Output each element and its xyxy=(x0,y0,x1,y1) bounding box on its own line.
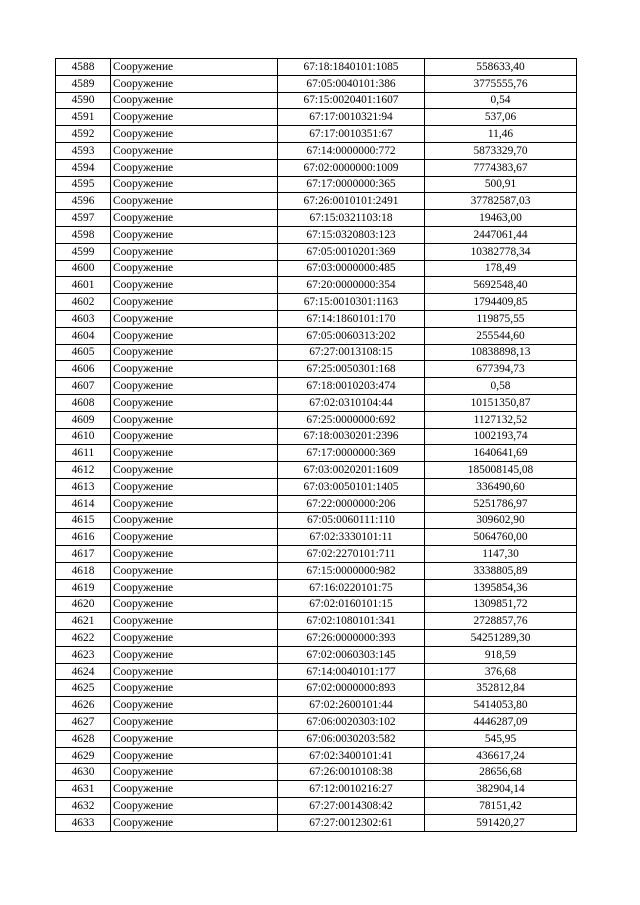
object-type-cell: Сооружение xyxy=(111,445,278,462)
object-type-cell: Сооружение xyxy=(111,243,278,260)
cadastral-number-cell: 67:27:0012302:61 xyxy=(278,814,425,831)
cadastral-value-cell: 3338805,89 xyxy=(425,562,577,579)
object-type-cell: Сооружение xyxy=(111,193,278,210)
cadastral-number-cell: 67:05:0060313:202 xyxy=(278,327,425,344)
table-row xyxy=(56,394,577,411)
table-row xyxy=(56,529,577,546)
cadastral-number-cell: 67:20:0000000:354 xyxy=(278,277,425,294)
table-row xyxy=(56,596,577,613)
object-type-cell: Сооружение xyxy=(111,75,278,92)
object-type-cell: Сооружение xyxy=(111,428,278,445)
cadastral-number-cell: 67:02:3400101:41 xyxy=(278,747,425,764)
cadastral-number-cell: 67:05:0060111:110 xyxy=(278,512,425,529)
table-row xyxy=(56,210,577,227)
cadastral-number-cell: 67:17:0010351:67 xyxy=(278,126,425,143)
object-type-cell: Сооружение xyxy=(111,798,278,815)
cadastral-value-cell: 1002193,74 xyxy=(425,428,577,445)
row-number-cell: 4598 xyxy=(56,226,111,243)
object-type-cell: Сооружение xyxy=(111,59,278,76)
object-type-cell: Сооружение xyxy=(111,714,278,731)
table-row xyxy=(56,310,577,327)
table-row xyxy=(56,59,577,76)
cadastral-value-cell: 591420,27 xyxy=(425,814,577,831)
table-row xyxy=(56,747,577,764)
table-row xyxy=(56,445,577,462)
cadastral-number-cell: 67:02:0160101:15 xyxy=(278,596,425,613)
row-number-cell: 4600 xyxy=(56,260,111,277)
row-number-cell: 4618 xyxy=(56,562,111,579)
table-row xyxy=(56,92,577,109)
table-row xyxy=(56,428,577,445)
table-row xyxy=(56,646,577,663)
object-type-cell: Сооружение xyxy=(111,294,278,311)
row-number-cell: 4632 xyxy=(56,798,111,815)
row-number-cell: 4604 xyxy=(56,327,111,344)
table-row xyxy=(56,142,577,159)
row-number-cell: 4623 xyxy=(56,646,111,663)
cadastral-number-cell: 67:02:2270101:711 xyxy=(278,546,425,563)
object-type-cell: Сооружение xyxy=(111,512,278,529)
object-type-cell: Сооружение xyxy=(111,663,278,680)
cadastral-number-cell: 67:15:0321103:18 xyxy=(278,210,425,227)
cadastral-number-cell: 67:27:0013108:15 xyxy=(278,344,425,361)
object-type-cell: Сооружение xyxy=(111,546,278,563)
table-row xyxy=(56,294,577,311)
row-number-cell: 4626 xyxy=(56,697,111,714)
cadastral-value-cell: 119875,55 xyxy=(425,310,577,327)
cadastral-value-cell: 436617,24 xyxy=(425,747,577,764)
object-type-cell: Сооружение xyxy=(111,344,278,361)
cadastral-number-cell: 67:18:0010203:474 xyxy=(278,378,425,395)
cadastral-value-cell: 376,68 xyxy=(425,663,577,680)
cadastral-number-cell: 67:02:1080101:341 xyxy=(278,613,425,630)
cadastral-value-cell: 1127132,52 xyxy=(425,411,577,428)
cadastral-number-cell: 67:06:0030203:582 xyxy=(278,730,425,747)
cadastral-value-cell: 918,59 xyxy=(425,646,577,663)
row-number-cell: 4603 xyxy=(56,310,111,327)
row-number-cell: 4589 xyxy=(56,75,111,92)
cadastral-number-cell: 67:17:0000000:365 xyxy=(278,176,425,193)
row-number-cell: 4595 xyxy=(56,176,111,193)
cadastral-value-cell: 352812,84 xyxy=(425,680,577,697)
row-number-cell: 4593 xyxy=(56,142,111,159)
table-row xyxy=(56,344,577,361)
cadastral-number-cell: 67:26:0010101:2491 xyxy=(278,193,425,210)
object-type-cell: Сооружение xyxy=(111,92,278,109)
cadastral-number-cell: 67:15:0010301:1163 xyxy=(278,294,425,311)
cadastral-value-cell: 336490,60 xyxy=(425,478,577,495)
object-type-cell: Сооружение xyxy=(111,176,278,193)
registry-table xyxy=(55,58,577,832)
cadastral-value-cell: 54251289,30 xyxy=(425,630,577,647)
table-row xyxy=(56,613,577,630)
row-number-cell: 4621 xyxy=(56,613,111,630)
table-row xyxy=(56,243,577,260)
cadastral-number-cell: 67:02:3330101:11 xyxy=(278,529,425,546)
cadastral-value-cell: 558633,40 xyxy=(425,59,577,76)
object-type-cell: Сооружение xyxy=(111,730,278,747)
row-number-cell: 4606 xyxy=(56,361,111,378)
row-number-cell: 4629 xyxy=(56,747,111,764)
cadastral-value-cell: 78151,42 xyxy=(425,798,577,815)
cadastral-number-cell: 67:05:0040101:386 xyxy=(278,75,425,92)
table-row xyxy=(56,277,577,294)
table-row xyxy=(56,764,577,781)
cadastral-number-cell: 67:03:0050101:1405 xyxy=(278,478,425,495)
row-number-cell: 4627 xyxy=(56,714,111,731)
row-number-cell: 4630 xyxy=(56,764,111,781)
cadastral-value-cell: 1794409,85 xyxy=(425,294,577,311)
object-type-cell: Сооружение xyxy=(111,109,278,126)
cadastral-number-cell: 67:27:0014308:42 xyxy=(278,798,425,815)
cadastral-number-cell: 67:12:0010216:27 xyxy=(278,781,425,798)
cadastral-value-cell: 10838898,13 xyxy=(425,344,577,361)
cadastral-number-cell: 67:17:0000000:369 xyxy=(278,445,425,462)
cadastral-value-cell: 677394,73 xyxy=(425,361,577,378)
cadastral-value-cell: 1395854,36 xyxy=(425,579,577,596)
row-number-cell: 4617 xyxy=(56,546,111,563)
cadastral-value-cell: 2447061,44 xyxy=(425,226,577,243)
cadastral-number-cell: 67:02:0000000:1009 xyxy=(278,159,425,176)
table-row xyxy=(56,562,577,579)
cadastral-number-cell: 67:25:0000000:692 xyxy=(278,411,425,428)
cadastral-number-cell: 67:05:0010201:369 xyxy=(278,243,425,260)
object-type-cell: Сооружение xyxy=(111,747,278,764)
cadastral-value-cell: 178,49 xyxy=(425,260,577,277)
table-row xyxy=(56,697,577,714)
cadastral-number-cell: 67:26:0010108:38 xyxy=(278,764,425,781)
cadastral-value-cell: 382904,14 xyxy=(425,781,577,798)
row-number-cell: 4609 xyxy=(56,411,111,428)
row-number-cell: 4620 xyxy=(56,596,111,613)
cadastral-value-cell: 11,46 xyxy=(425,126,577,143)
row-number-cell: 4613 xyxy=(56,478,111,495)
object-type-cell: Сооружение xyxy=(111,226,278,243)
row-number-cell: 4624 xyxy=(56,663,111,680)
cadastral-value-cell: 5414053,80 xyxy=(425,697,577,714)
cadastral-value-cell: 545,95 xyxy=(425,730,577,747)
cadastral-number-cell: 67:14:1860101:170 xyxy=(278,310,425,327)
table-row xyxy=(56,478,577,495)
object-type-cell: Сооружение xyxy=(111,764,278,781)
table-row xyxy=(56,730,577,747)
cadastral-value-cell: 537,06 xyxy=(425,109,577,126)
cadastral-value-cell: 5692548,40 xyxy=(425,277,577,294)
row-number-cell: 4625 xyxy=(56,680,111,697)
table-row xyxy=(56,75,577,92)
object-type-cell: Сооружение xyxy=(111,697,278,714)
cadastral-number-cell: 67:06:0020303:102 xyxy=(278,714,425,731)
table-row xyxy=(56,361,577,378)
cadastral-number-cell: 67:18:0030201:2396 xyxy=(278,428,425,445)
row-number-cell: 4615 xyxy=(56,512,111,529)
cadastral-value-cell: 19463,00 xyxy=(425,210,577,227)
object-type-cell: Сооружение xyxy=(111,596,278,613)
cadastral-number-cell: 67:14:0000000:772 xyxy=(278,142,425,159)
cadastral-value-cell: 10151350,87 xyxy=(425,394,577,411)
table-row xyxy=(56,193,577,210)
cadastral-number-cell: 67:17:0010321:94 xyxy=(278,109,425,126)
object-type-cell: Сооружение xyxy=(111,781,278,798)
cadastral-number-cell: 67:02:0000000:893 xyxy=(278,680,425,697)
cadastral-number-cell: 67:25:0050301:168 xyxy=(278,361,425,378)
row-number-cell: 4592 xyxy=(56,126,111,143)
object-type-cell: Сооружение xyxy=(111,361,278,378)
table-row xyxy=(56,176,577,193)
cadastral-value-cell: 10382778,34 xyxy=(425,243,577,260)
row-number-cell: 4596 xyxy=(56,193,111,210)
cadastral-number-cell: 67:15:0320803:123 xyxy=(278,226,425,243)
row-number-cell: 4616 xyxy=(56,529,111,546)
table-row xyxy=(56,680,577,697)
cadastral-value-cell: 5873329,70 xyxy=(425,142,577,159)
cadastral-value-cell: 1309851,72 xyxy=(425,596,577,613)
table-row xyxy=(56,663,577,680)
cadastral-value-cell: 4446287,09 xyxy=(425,714,577,731)
object-type-cell: Сооружение xyxy=(111,462,278,479)
cadastral-value-cell: 28656,68 xyxy=(425,764,577,781)
row-number-cell: 4588 xyxy=(56,59,111,76)
cadastral-number-cell: 67:15:0000000:982 xyxy=(278,562,425,579)
cadastral-value-cell: 185008145,08 xyxy=(425,462,577,479)
cadastral-value-cell: 1640641,69 xyxy=(425,445,577,462)
cadastral-value-cell: 2728857,76 xyxy=(425,613,577,630)
row-number-cell: 4610 xyxy=(56,428,111,445)
cadastral-value-cell: 37782587,03 xyxy=(425,193,577,210)
cadastral-value-cell: 309602,90 xyxy=(425,512,577,529)
row-number-cell: 4628 xyxy=(56,730,111,747)
row-number-cell: 4612 xyxy=(56,462,111,479)
row-number-cell: 4590 xyxy=(56,92,111,109)
table-row xyxy=(56,126,577,143)
cadastral-value-cell: 7774383,67 xyxy=(425,159,577,176)
object-type-cell: Сооружение xyxy=(111,814,278,831)
row-number-cell: 4605 xyxy=(56,344,111,361)
object-type-cell: Сооружение xyxy=(111,310,278,327)
object-type-cell: Сооружение xyxy=(111,159,278,176)
row-number-cell: 4633 xyxy=(56,814,111,831)
table-row xyxy=(56,814,577,831)
cadastral-value-cell: 5064760,00 xyxy=(425,529,577,546)
cadastral-number-cell: 67:16:0220101:75 xyxy=(278,579,425,596)
cadastral-value-cell: 500,91 xyxy=(425,176,577,193)
row-number-cell: 4607 xyxy=(56,378,111,395)
table-row xyxy=(56,411,577,428)
object-type-cell: Сооружение xyxy=(111,126,278,143)
cadastral-value-cell: 1147,30 xyxy=(425,546,577,563)
cadastral-value-cell: 255544,60 xyxy=(425,327,577,344)
table-row xyxy=(56,495,577,512)
table-row xyxy=(56,512,577,529)
cadastral-number-cell: 67:02:2600101:44 xyxy=(278,697,425,714)
object-type-cell: Сооружение xyxy=(111,680,278,697)
table-row xyxy=(56,226,577,243)
table-row xyxy=(56,260,577,277)
object-type-cell: Сооружение xyxy=(111,210,278,227)
row-number-cell: 4594 xyxy=(56,159,111,176)
registry-table-body xyxy=(56,59,577,832)
object-type-cell: Сооружение xyxy=(111,142,278,159)
table-row xyxy=(56,630,577,647)
table-row xyxy=(56,327,577,344)
object-type-cell: Сооружение xyxy=(111,277,278,294)
object-type-cell: Сооружение xyxy=(111,260,278,277)
object-type-cell: Сооружение xyxy=(111,378,278,395)
row-number-cell: 4619 xyxy=(56,579,111,596)
table-row xyxy=(56,378,577,395)
table-row xyxy=(56,159,577,176)
cadastral-number-cell: 67:26:0000000:393 xyxy=(278,630,425,647)
cadastral-number-cell: 67:14:0040101:177 xyxy=(278,663,425,680)
table-row xyxy=(56,546,577,563)
row-number-cell: 4597 xyxy=(56,210,111,227)
row-number-cell: 4591 xyxy=(56,109,111,126)
cadastral-number-cell: 67:02:0310104:44 xyxy=(278,394,425,411)
object-type-cell: Сооружение xyxy=(111,579,278,596)
object-type-cell: Сооружение xyxy=(111,646,278,663)
row-number-cell: 4631 xyxy=(56,781,111,798)
object-type-cell: Сооружение xyxy=(111,478,278,495)
object-type-cell: Сооружение xyxy=(111,327,278,344)
cadastral-number-cell: 67:15:0020401:1607 xyxy=(278,92,425,109)
object-type-cell: Сооружение xyxy=(111,529,278,546)
table-row xyxy=(56,579,577,596)
object-type-cell: Сооружение xyxy=(111,562,278,579)
object-type-cell: Сооружение xyxy=(111,495,278,512)
row-number-cell: 4602 xyxy=(56,294,111,311)
object-type-cell: Сооружение xyxy=(111,613,278,630)
cadastral-number-cell: 67:03:0020201:1609 xyxy=(278,462,425,479)
cadastral-number-cell: 67:03:0000000:485 xyxy=(278,260,425,277)
row-number-cell: 4614 xyxy=(56,495,111,512)
cadastral-value-cell: 3775555,76 xyxy=(425,75,577,92)
object-type-cell: Сооружение xyxy=(111,630,278,647)
row-number-cell: 4601 xyxy=(56,277,111,294)
cadastral-value-cell: 0,58 xyxy=(425,378,577,395)
cadastral-value-cell: 5251786,97 xyxy=(425,495,577,512)
table-row xyxy=(56,781,577,798)
cadastral-number-cell: 67:22:0000000:206 xyxy=(278,495,425,512)
table-row xyxy=(56,714,577,731)
row-number-cell: 4622 xyxy=(56,630,111,647)
table-row xyxy=(56,798,577,815)
table-row xyxy=(56,462,577,479)
cadastral-value-cell: 0,54 xyxy=(425,92,577,109)
row-number-cell: 4608 xyxy=(56,394,111,411)
object-type-cell: Сооружение xyxy=(111,411,278,428)
table-row xyxy=(56,109,577,126)
row-number-cell: 4611 xyxy=(56,445,111,462)
row-number-cell: 4599 xyxy=(56,243,111,260)
cadastral-number-cell: 67:02:0060303:145 xyxy=(278,646,425,663)
cadastral-number-cell: 67:18:1840101:1085 xyxy=(278,59,425,76)
object-type-cell: Сооружение xyxy=(111,394,278,411)
